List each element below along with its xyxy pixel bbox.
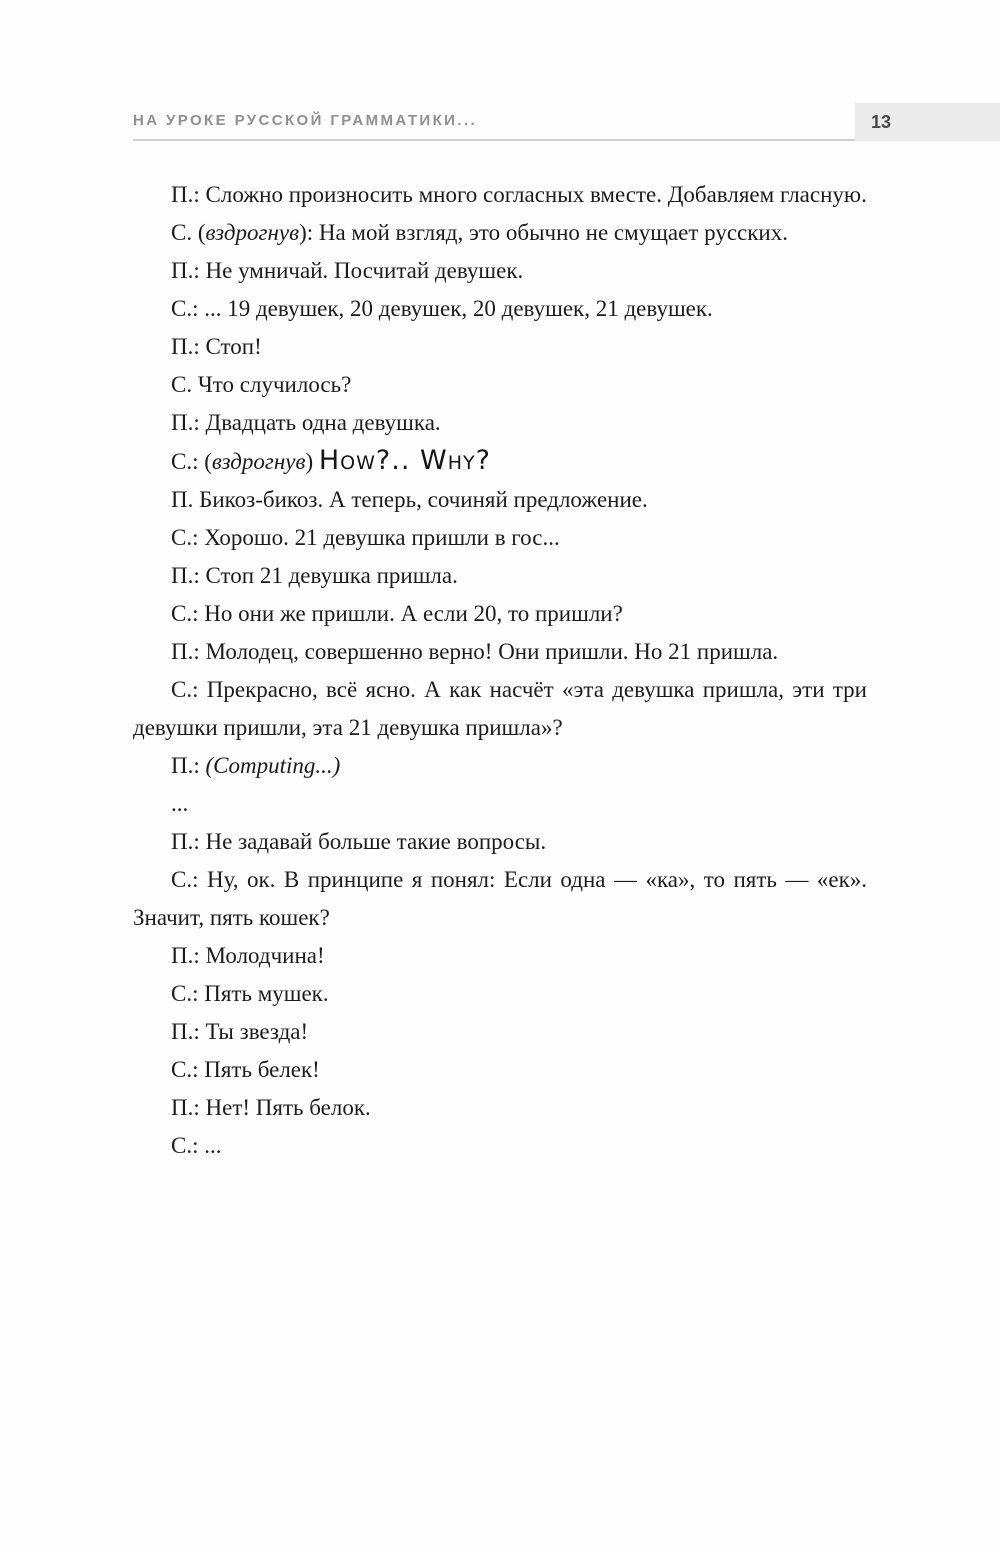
italic-text: вздрогнув <box>211 449 306 474</box>
text: С. ( <box>171 220 206 245</box>
paragraph <box>133 937 867 975</box>
paragraph <box>133 214 867 252</box>
text: С.: Прекрасно, всё ясно. А как насчёт «эта девушка пришла, эти три девушки пришли, эта 21 девушка пришла»? <box>133 677 867 740</box>
italic-text: вздрогнув <box>205 220 300 245</box>
text: С.: ... 19 девушек, 20 девушек, 20 девушек, 21 девушек. <box>171 296 713 321</box>
paragraph <box>133 481 867 519</box>
text: С. Что случилось? <box>171 372 352 397</box>
text: С.: Пять мушек. <box>171 981 329 1006</box>
paragraph <box>133 1127 867 1165</box>
text: П.: Двадцать одна девушка. <box>171 410 441 435</box>
text: П.: Сложно произносить много согласных вместе. Добавляем гласную. <box>171 182 867 207</box>
paragraph <box>133 290 867 328</box>
text: П.: Ты звезда! <box>171 1019 309 1044</box>
paragraph <box>133 176 867 214</box>
paragraph <box>133 785 867 823</box>
page-number-box <box>855 103 1000 141</box>
paragraph <box>133 861 867 937</box>
text: П.: Нет! Пять белок. <box>171 1095 371 1120</box>
text: С.: Но они же пришли. А если 20, то пришли? <box>171 601 623 626</box>
dialogue <box>133 176 867 1165</box>
display-text: How?.. Why? <box>318 445 491 476</box>
paragraph <box>133 671 867 747</box>
text: П.: Не умничай. Посчитай девушек. <box>171 258 524 283</box>
text: С.: Пять белек! <box>171 1057 320 1082</box>
text: С.: ... <box>171 1133 222 1158</box>
header-rule <box>133 139 855 141</box>
text: П.: Не задавай больше такие вопросы. <box>171 829 547 854</box>
paragraph <box>133 442 867 481</box>
text: ): На мой взгляд, это обычно не смущает русских. <box>299 220 788 245</box>
text: С.: ( <box>171 449 212 474</box>
text: П.: Стоп! <box>171 334 262 359</box>
paragraph <box>133 519 867 557</box>
paragraph <box>133 633 867 671</box>
paragraph <box>133 366 867 404</box>
paragraph <box>133 1013 867 1051</box>
paragraph <box>133 252 867 290</box>
running-title: НА УРОКЕ РУССКОЙ ГРАММАТИКИ... <box>133 112 478 129</box>
text: С.: Ну, ок. В принципе я понял: Если одна — «ка», то пять — «ек». Значит, пять кошек? <box>133 867 867 930</box>
text: С.: Хорошо. 21 девушка пришли в гос... <box>171 525 560 550</box>
text: ) <box>305 449 319 474</box>
paragraph <box>133 1089 867 1127</box>
paragraph <box>133 975 867 1013</box>
text: ... <box>171 791 189 816</box>
text: П.: Молодец, совершенно верно! Они пришли. Но 21 пришла. <box>171 639 779 664</box>
text: П.: Стоп 21 девушка пришла. <box>171 563 458 588</box>
page-number: 13 <box>871 111 892 132</box>
paragraph <box>133 1051 867 1089</box>
text: П. Бикоз-бикоз. А теперь, сочиняй предложение. <box>171 487 648 512</box>
paragraph <box>133 404 867 442</box>
paragraph <box>133 328 867 366</box>
paragraph <box>133 557 867 595</box>
italic-text: (Computing...) <box>205 753 341 778</box>
paragraph <box>133 823 867 861</box>
paragraph <box>133 747 867 785</box>
text: П.: <box>171 753 206 778</box>
text: П.: Молодчина! <box>171 943 325 968</box>
paragraph <box>133 595 867 633</box>
